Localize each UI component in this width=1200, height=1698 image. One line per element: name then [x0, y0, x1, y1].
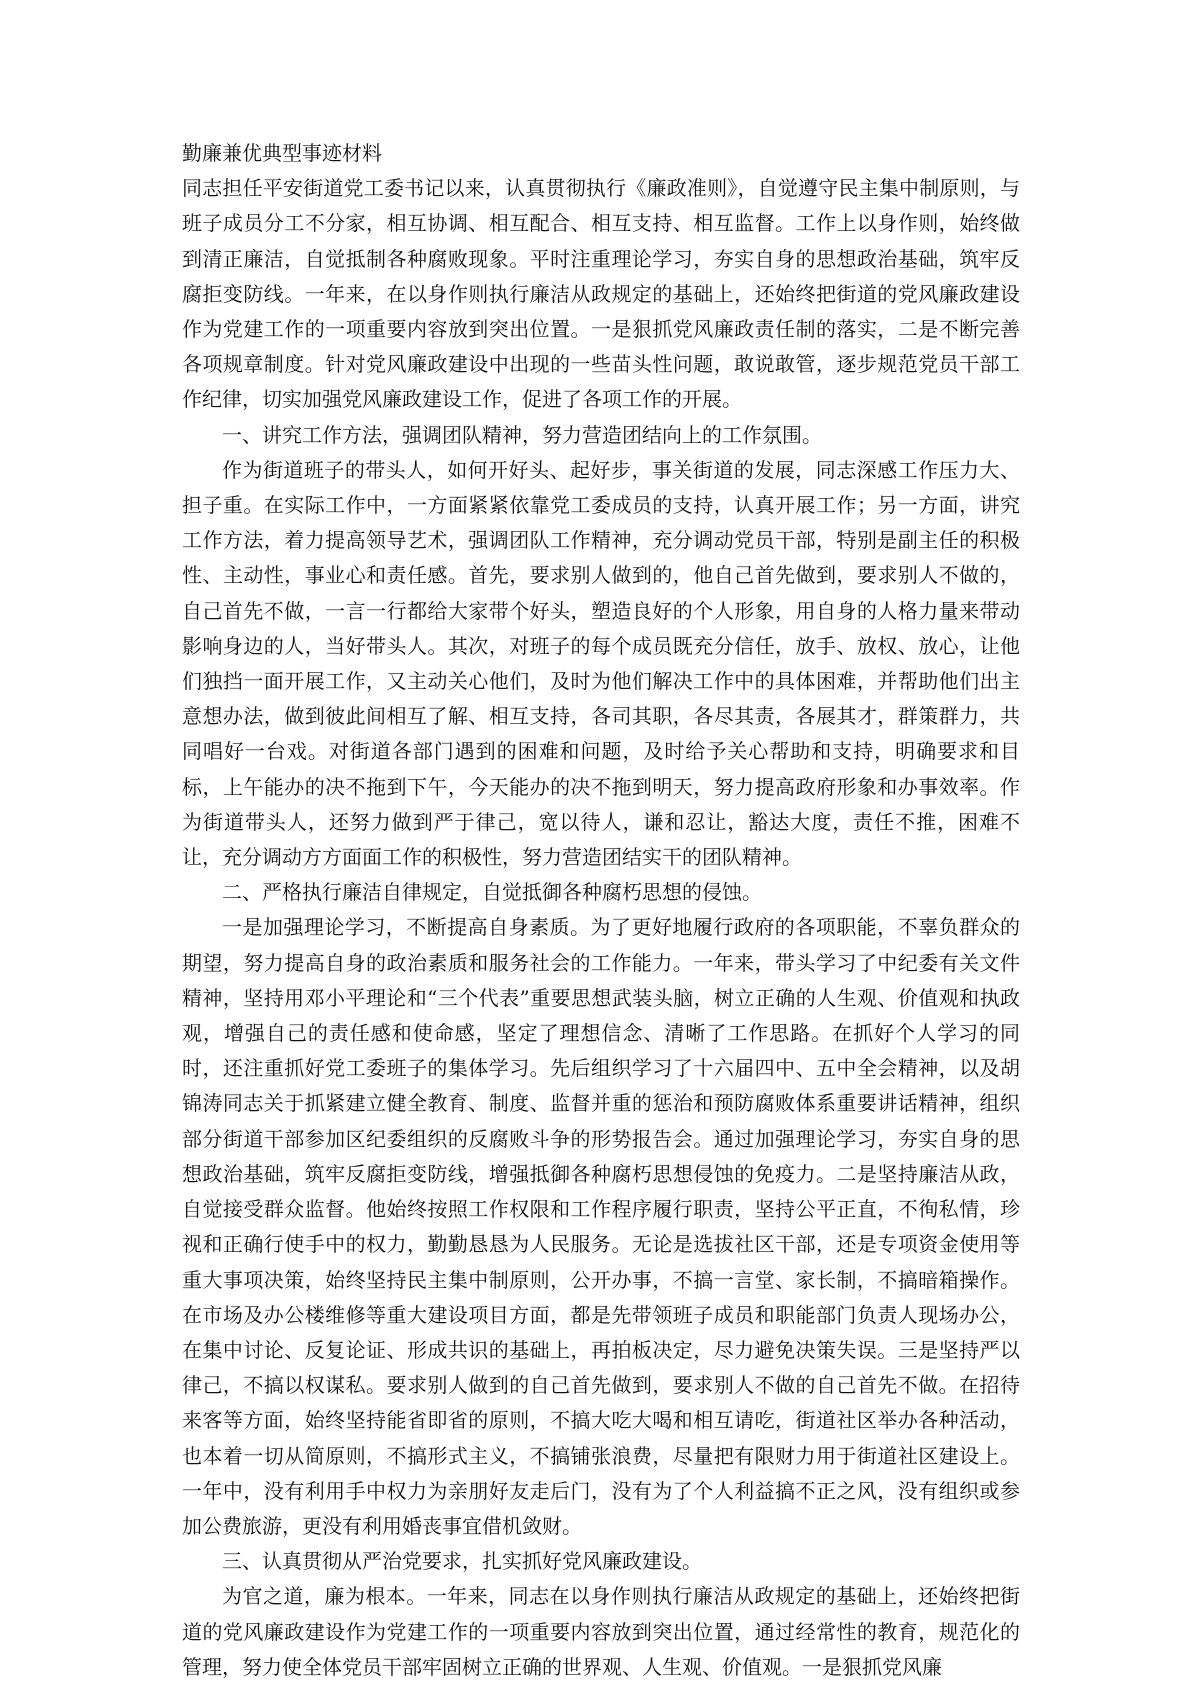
paragraph-section-3: 为官之道，廉为根本。一年来，同志在以身作则执行廉洁从政规定的基础上，还始终把街道的党风廉政建设作为党建工作的一项重要内容放到突出位置，通过经常性的教育，规范化的管理，努力使全体党员干部牢固树立正确的世界观、人生观、价值观。一是狠抓党风廉: [182, 1584, 1020, 1679]
paragraph-section-2: 一是加强理论学习，不断提高自身素质。为了更好地履行政府的各项职能，不辜负群众的期望，努力提高自身的政治素质和服务社会的工作能力。一年来，带头学习了中纪委有关文件精神，坚持用邓小平理论和“三个代表”重要思想武装头脑，树立正确的人生观、价值观和执政观，增强自己的责任感和使命感，坚定了理想信念、清晰了工作思路。在抓好个人学习的同时，还注重抓好党工委班子的集体学习。先后组织学习了十六届四中、五中全会精神，以及胡锦涛同志关于抓紧建立健全教育、制度、监督并重的惩治和预防腐败体系重要讲话精神，组织部分街道干部参加区纪委组织的反腐败斗争的形势报告会。通过加强理论学习，夯实自身的思想政治基础，筑牢反腐拒变防线，增强抵御各种腐朽思想侵蚀的免疫力。二是坚持廉洁从政，自觉接受群众监督。他始终按照工作权限和工作程序履行职责，坚持公平正直，不徇私情，珍视和正确行使手中的权力，勤勤恳恳为人民服务。无论是选拔社区干部，还是专项资金使用等重大事项决策，始终坚持民主集中制原则，公开办事，不搞一言堂、家长制，不搞暗箱操作。在市场及办公楼维修等重大建设项目方面，都是先带领班子成员和职能部门负责人现场办公，在集中讨论、反复论证、形成共识的基础上，再拍板决定，尽力避免决策失误。三是坚持严以律己，不搞以权谋私。要求别人做到的自己首先做到，要求别人不做的自己首先不做。在招待来客等方面，始终坚持能省即省的原则，不搞大吃大喝和相互请吃，街道社区举办各种活动，也本着一切从简原则，不搞形式主义，不搞铺张浪费，尽量把有限财力用于街道社区建设上。一年中，没有利用手中权力为亲朋好友走后门，没有为了个人利益搞不正之风，没有组织或参加公费旅游，更没有利用婚丧事宜借机敛财。: [182, 915, 1020, 1538]
document-page: [182, 136, 1020, 1685]
section-heading-2: 二、严格执行廉洁自律规定，自觉抵御各种腐朽思想的侵蚀。: [222, 880, 762, 905]
section-heading-3: 三、认真贯彻从严治党要求，扎实抓好党风廉政建设。: [222, 1549, 702, 1574]
paragraph-section-1: 作为街道班子的带头人，如何开好头、起好步，事关街道的发展，同志深感工作压力大、担子重。在实际工作中，一方面紧紧依靠党工委成员的支持，认真开展工作；另一方面，讲究工作方法，着力提高领导艺术，强调团队工作精神，充分调动党员干部，特别是副主任的积极性、主动性，事业心和责任感。首先，要求别人做到的，他自己首先做到，要求别人不做的，自己首先不做，一言一行都给大家带个好头，塑造良好的个人形象，用自身的人格力量来带动影响身边的人，当好带头人。其次，对班子的每个成员既充分信任，放手、放权、放心，让他们独挡一面开展工作，又主动关心他们，及时为他们解决工作中的具体困难，并帮助他们出主意想办法，做到彼此间相互了解、相互支持，各司其职，各尽其责，各展其才，群策群力，共同唱好一台戏。对街道各部门遇到的困难和问题，及时给予关心帮助和支持，明确要求和目标，上午能办的决不拖到下午，今天能办的决不拖到明天，努力提高政府形象和办事效率。作为街道带头人，还努力做到严于律己，宽以待人，谦和忍让，豁达大度，责任不推，困难不让，充分调动方方面面工作的积极性，努力营造团结实干的团队精神。: [182, 457, 1020, 870]
document-title: 勤廉兼优典型事迹材料: [182, 141, 382, 165]
section-heading-1: 一、讲究工作方法，强调团队精神，努力营造团结向上的工作氛围。: [222, 422, 822, 447]
paragraph-intro: 同志担任平安街道党工委书记以来，认真贯彻执行《廉政准则》，自觉遵守民主集中制原则，与班子成员分工不分家，相互协调、相互配合、相互支持、相互监督。工作上以身作则，始终做到清正廉洁，自觉抵制各种腐败现象。平时注重理论学习，夯实自身的思想政治基础，筑牢反腐拒变防线。一年来，在以身作则执行廉洁从政规定的基础上，还始终把街道的党风廉政建设作为党建工作的一项重要内容放到突出位置。一是狠抓党风廉政责任制的落实，二是不断完善各项规章制度。针对党风廉政建设中出现的一些苗头性问题，敢说敢管，逐步规范党员干部工作纪律，切实加强党风廉政建设工作，促进了各项工作的开展。: [182, 176, 1020, 412]
